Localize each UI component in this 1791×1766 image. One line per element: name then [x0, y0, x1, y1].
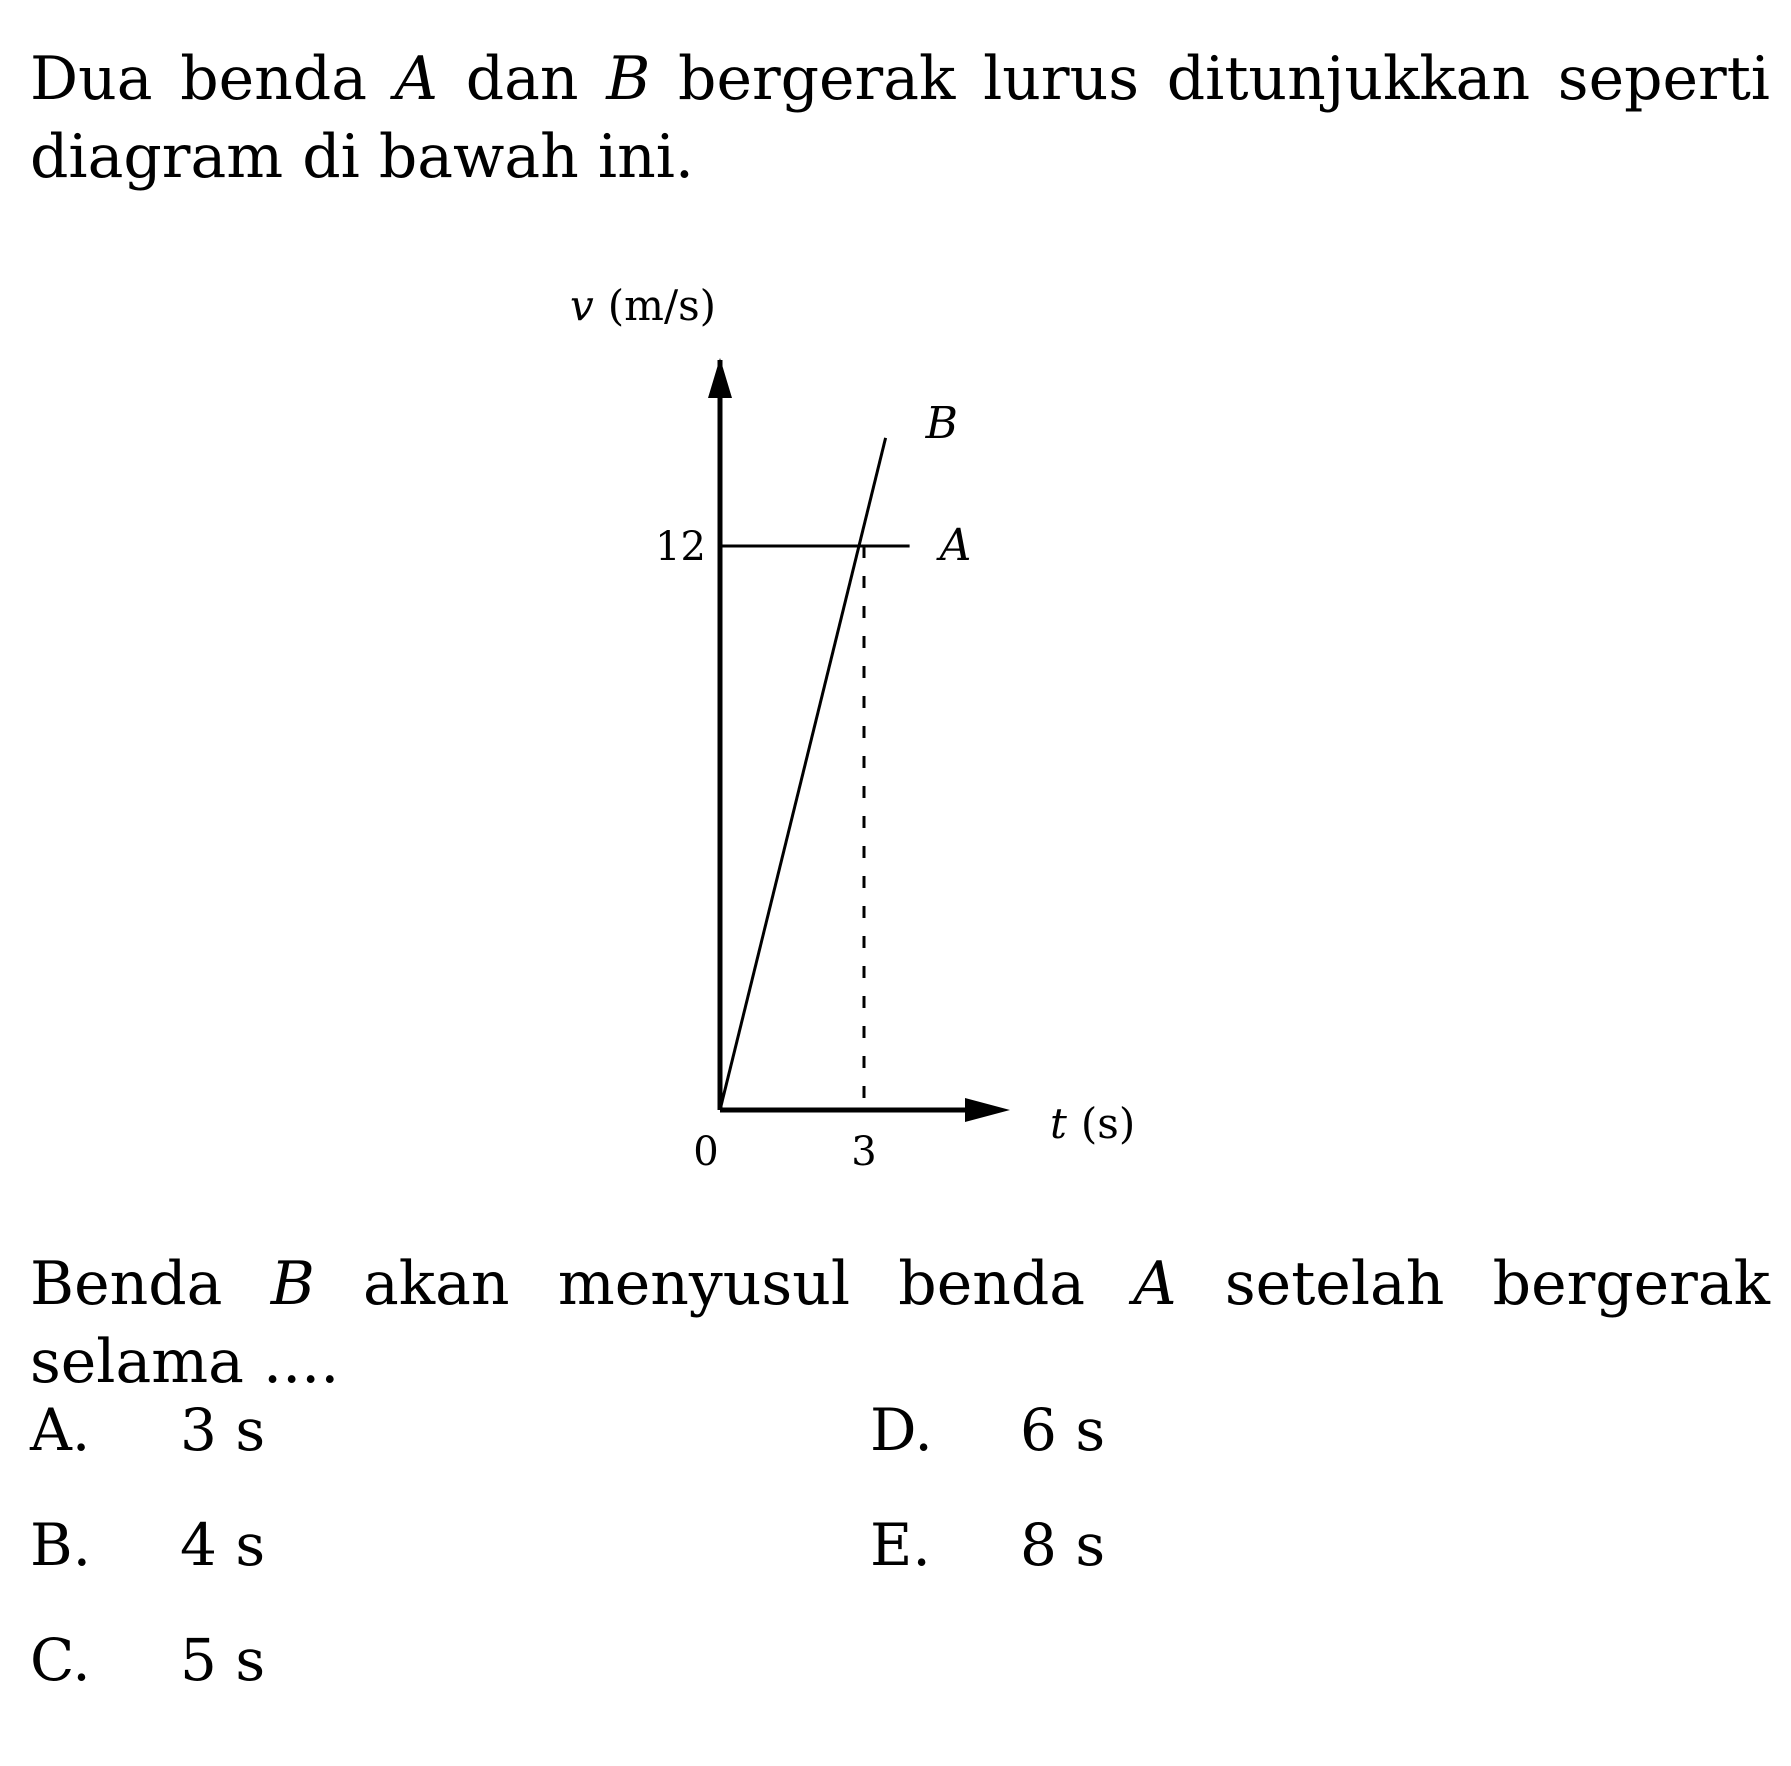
- option-c[interactable]: [30, 1625, 265, 1695]
- option-text: 4 s: [180, 1511, 266, 1579]
- option-letter: B.: [30, 1511, 92, 1579]
- option-letter: C.: [30, 1626, 91, 1694]
- y-tick-label: 12: [655, 524, 706, 570]
- intro-text-1: Dua benda: [30, 44, 395, 114]
- prompt-text-3: setelah bergerak selama ....: [30, 1249, 1770, 1397]
- intro-text-2: dan: [438, 44, 607, 114]
- option-a[interactable]: [30, 1395, 265, 1465]
- question-prompt: [30, 1245, 1770, 1401]
- y-axis-label: [570, 281, 716, 330]
- intro-text-3: bergerak lurus ditunjukkan seperti diagram di bawah ini.: [30, 44, 1770, 192]
- prompt-text-1: Benda: [30, 1249, 271, 1319]
- option-letter: A.: [30, 1396, 91, 1464]
- option-text: 5 s: [180, 1626, 266, 1694]
- option-text: 6 s: [1020, 1396, 1106, 1464]
- series-b-label: B: [925, 397, 958, 449]
- x-tick-label: 3: [851, 1129, 877, 1175]
- y-axis-arrow: [708, 358, 732, 398]
- prompt-var-b: B: [270, 1249, 315, 1319]
- x-axis-arrow: [965, 1098, 1010, 1122]
- y-axis-unit: (m/s): [607, 281, 717, 330]
- option-letter: D.: [870, 1396, 933, 1464]
- option-letter: E.: [870, 1511, 931, 1579]
- x-axis-var: t: [1050, 1099, 1067, 1148]
- intro-var-a: A: [394, 44, 439, 114]
- prompt-var-a: A: [1133, 1249, 1177, 1319]
- origin-label: 0: [693, 1129, 719, 1175]
- velocity-time-chart: [560, 270, 1136, 1175]
- intro-var-b: B: [606, 44, 651, 114]
- series-b-line: [720, 438, 886, 1110]
- y-axis-var: v: [570, 281, 594, 330]
- option-e[interactable]: [870, 1510, 1105, 1580]
- prompt-text-2: akan menyusul benda: [314, 1249, 1134, 1319]
- question-intro: [30, 40, 1770, 196]
- x-axis-unit: (s): [1080, 1099, 1136, 1148]
- option-text: 8 s: [1020, 1511, 1106, 1579]
- series-a-label: A: [939, 520, 972, 571]
- option-text: 3 s: [180, 1396, 266, 1464]
- option-d[interactable]: [870, 1395, 1105, 1465]
- option-b[interactable]: [30, 1510, 265, 1580]
- x-axis-label: [1050, 1099, 1135, 1148]
